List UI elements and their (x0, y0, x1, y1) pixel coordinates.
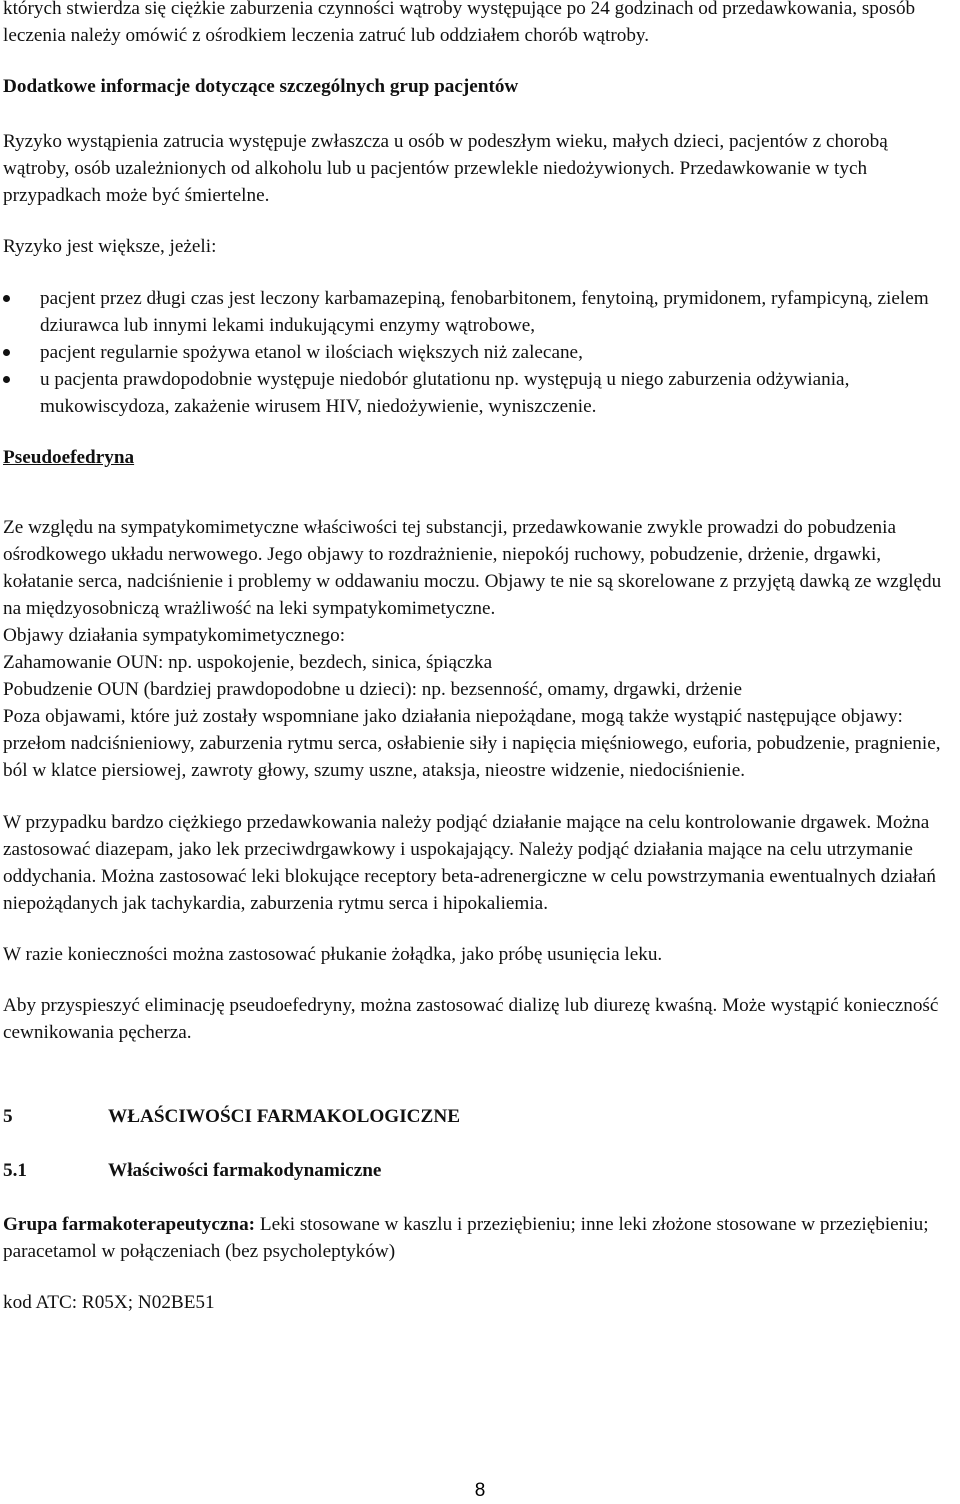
pseudoephedrine-paragraph-2: W przypadku bardzo ciężkiego przedawkowania należy podjąć działanie mające na celu kontrolowanie drgawek. Można zastosować diazepam, jako lek przeciwdrgawkowy i uspokajający. Należy podjąć działania mające na celu utrzymanie oddychania. Można zastosować leki blokujące receptory beta-adrenergiczne w celu powstrzymania ewentualnych działań niepożądanych jak tachykardia, zaburzenia rytmu serca i hipokaliemia. (3, 812, 937, 914)
special-groups-heading: Dodatkowe informacje dotyczące szczególnych grup pacjentów (3, 76, 519, 97)
section-5-1-heading (3, 1157, 956, 1184)
symptoms-heading-line: Objawy działania sympatykomimetycznego: (3, 625, 346, 646)
risk-item: pacjent przez długi czas jest leczony karbamazepiną, fenobarbitonem, fenytoiną, prymidonem, ryfampicyną, zielem dziurawca lub innymi lekami indukującymi enzymy wątrobowe, (3, 285, 956, 339)
cns-depression-line: Zahamowanie OUN: np. uspokojenie, bezdech, sinica, śpiączka (3, 652, 493, 673)
section-5-title: WŁAŚCIWOŚCI FARMAKOLOGICZNE (108, 1106, 460, 1127)
risk-item: pacjent regularnie spożywa etanol w ilościach większych niż zalecane, (3, 339, 956, 366)
section-5-heading (3, 1103, 956, 1130)
pseudoephedrine-paragraph-3: W razie konieczności można zastosować płukanie żołądka, jako próbę usunięcia leku. (3, 944, 663, 965)
pseudoephedrine-paragraph-4: Aby przyspieszyć eliminację pseudoefedryny, można zastosować dializę lub diurezę kwaśną. Może wystąpić konieczność cewnikowania pęcherza. (3, 995, 939, 1043)
page-number: 8 (474, 1480, 486, 1501)
additional-symptoms-paragraph: Poza objawami, które już zostały wspomniane jako działania niepożądane, mogą także wystąpić następujące objawy: przełom nadciśnieniowy, zaburzenia rytmu serca, osłabienie siły i napięcia mięśniowego, euforia, pobudzenie, pragnienie, ból w klatce piersiowej, zawroty głowy, szumy uszne, ataksja, nieostre widzenie, niedociśnienie. (3, 706, 941, 781)
pharmacotherapeutic-group-text: Leki stosowane w kaszlu i przeziębieniu; inne leki złożone stosowane w przeziębieniu; paracetamol w połączeniach (bez psycholeptyków) (3, 1214, 929, 1262)
cns-stimulation-line: Pobudzenie OUN (bardziej prawdopodobne u dzieci): np. bezsenność, omamy, drgawki, drżenie (3, 679, 743, 700)
pharmacotherapeutic-group-label: Grupa farmakoterapeutyczna: (3, 1214, 256, 1235)
risk-list (3, 285, 956, 420)
atc-code: kod ATC: R05X; N02BE51 (3, 1292, 215, 1313)
section-5-1-title: Właściwości farmakodynamiczne (108, 1160, 382, 1181)
pseudoephedrine-heading: Pseudoefedryna (3, 447, 135, 468)
special-groups-paragraph: Ryzyko wystąpienia zatrucia występuje zwłaszcza u osób w podeszłym wieku, małych dzieci, pacjentów z chorobą wątroby, osób uzależnionych od alkoholu lub u pacjentów przewlekle niedożywionych. Przedawkowanie w tych przypadkach może być śmiertelne. (3, 131, 888, 206)
section-5-1-number: 5.1 (3, 1160, 27, 1181)
intro-paragraph: których stwierdza się ciężkie zaburzenia czynności wątroby występujące po 24 godzinach od przedawkowania, sposób leczenia należy omówić z ośrodkiem leczenia zatruć lub oddziałem chorób wątroby. (3, 0, 916, 46)
risk-item: u pacjenta prawdopodobnie występuje niedobór glutationu np. występują u niego zaburzenia odżywiania, mukowiscydoza, zakażenie wirusem HIV, niedożywienie, wyniszczenie. (3, 366, 956, 420)
pseudoephedrine-paragraph-1: Ze względu na sympatykomimetyczne właściwości tej substancji, przedawkowanie zwykle prowadzi do pobudzenia ośrodkowego układu nerwowego. Jego objawy to rozdrażnienie, niepokój ruchowy, pobudzenie, drżenie, drgawki, kołatanie serca, nadciśnienie i problemy w oddawaniu moczu. Objawy te nie są skorelowane z przyjętą dawką ze względu na międzyosobniczą wrażliwość na leki sympatykomimetyczne. (3, 517, 942, 619)
risk-intro: Ryzyko jest większe, jeżeli: (3, 236, 217, 257)
pharmacotherapeutic-group (3, 1211, 956, 1265)
section-5-number: 5 (3, 1106, 13, 1127)
